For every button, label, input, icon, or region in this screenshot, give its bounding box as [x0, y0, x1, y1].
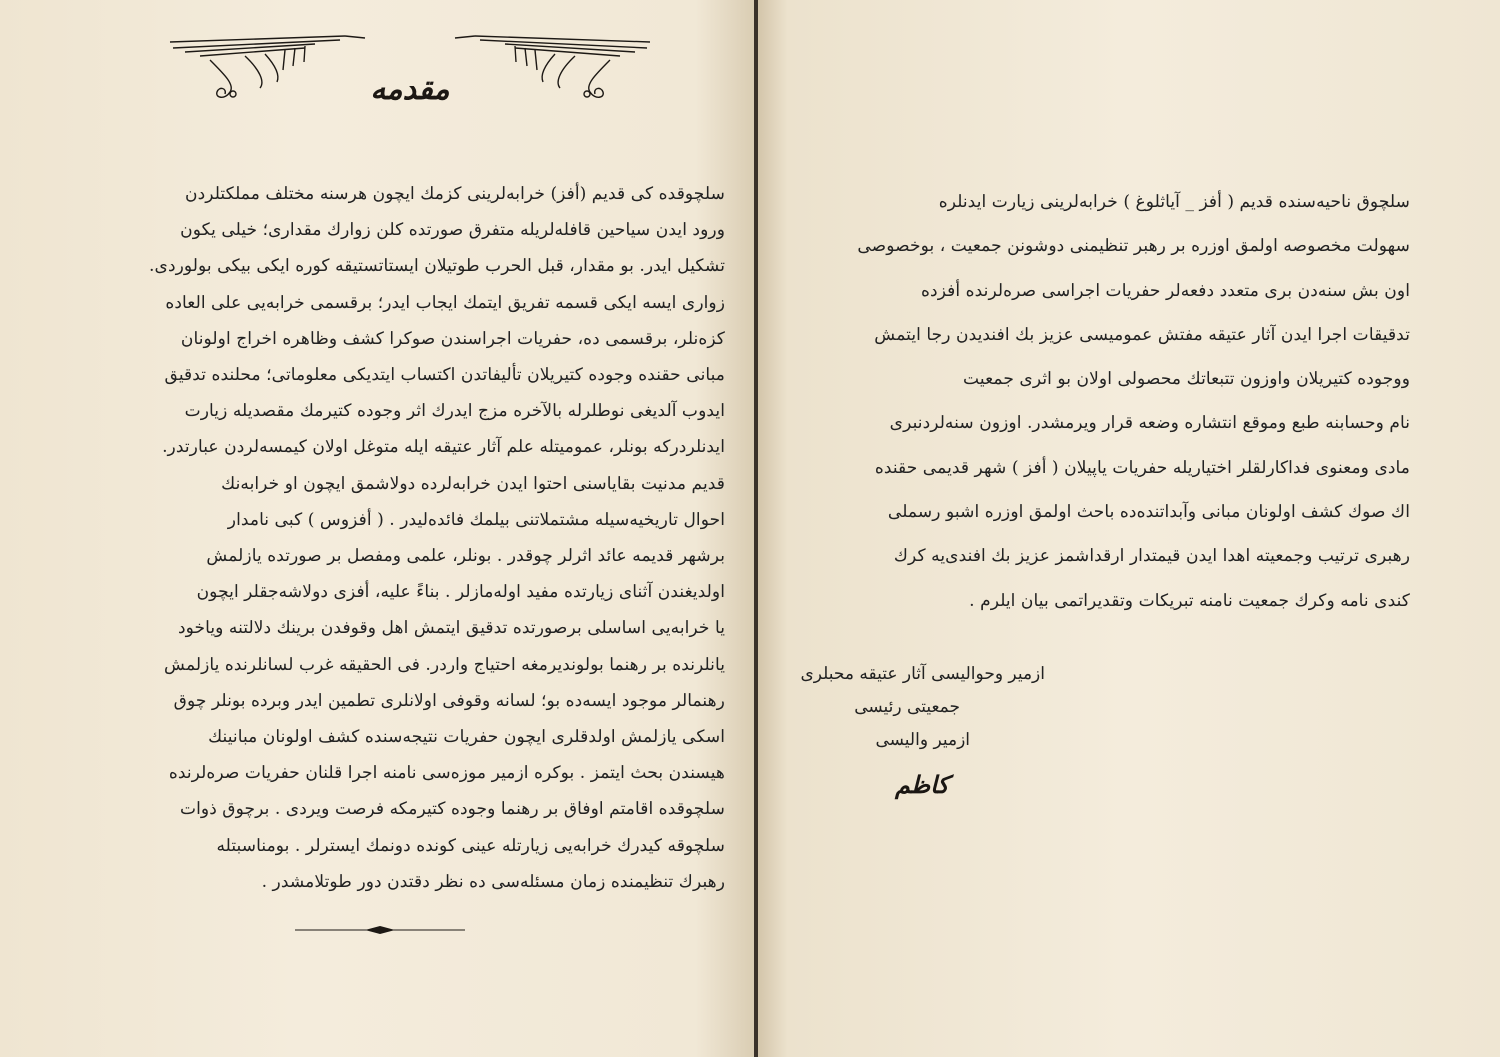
- handwritten-signature: کاظم: [895, 770, 949, 799]
- end-ornament-rule: [295, 923, 465, 937]
- text-line: رهبرك تنظیمنده زمان مسئله‌سی ده نظر دقتدن دور طوتلامشدر .: [261, 871, 725, 892]
- signatory-title: ازمیر والیسی: [875, 730, 970, 750]
- text-line: زواری ایسه ایکی قسمه تفریق ایتمك ایجاب ایدر؛ برقسمی خرابه‌یی علی العاده: [165, 292, 725, 313]
- text-line: ایدنلردرکه بونلر، عمومیتله علم آثار عتیقه ایله متوغل اولان کیمسه‌لردن عبارتدر.: [162, 437, 725, 458]
- text-line: سهولت مخصوصه اولمق اوزره بر رهبر تنظیمنی دوشونن جمعیت ، بوخصوصی: [857, 236, 1410, 257]
- text-line: ایدوب آلدیغی نوطلرله بالآخره مزج ایدرك اثر وجوده کتیرمك مقصدیله زیارت: [184, 401, 725, 422]
- text-line: کندی نامه وکرك جمعیت نامنه تبریکات وتقدیراتمی بیان ایلرم .: [969, 590, 1410, 611]
- page-heading: مقدمه: [370, 72, 450, 107]
- text-line: یا خرابه‌یی اساسلی برصورتده تدقیق ایتمش اهل وقوفدن برینك دلالتنه ویاخود: [177, 618, 725, 639]
- text-line: ورود ایدن سیاحین قافله‌لریله متفرق صورتده کلن زوارك مقداری؛ خیلی یکون: [180, 220, 725, 241]
- text-line: اسکی یازلمش اولدقلری ایچون حفریات نتیجه‌سنده کشف اولونان مبانینك: [208, 727, 725, 748]
- signatory-society: ازمیر وحوالیسی آثار عتیقه محبلری: [800, 664, 1045, 684]
- text-line: ووجوده کتیریلان واوزون تتبعاتك محصولی اولان بو اثری جمعیت: [963, 369, 1410, 390]
- text-line: مادی ومعنوی فداکارلقلر اختیاریله حفریات یاپیلان ( أفز ) شهر قدیمی حقنده: [874, 457, 1410, 478]
- text-line: تدقیقات اجرا ایدن آثار عتیقه مفتش عمومیسی عزیز بك افندیدن رجا ایتمش: [874, 324, 1410, 345]
- text-line: سلچوقده اقامتم اوفاق بر رهنما وجوده کتیرمکه فرصت ویردی . برچوق ذوات: [179, 799, 725, 820]
- right-body-text: [790, 180, 1410, 623]
- text-line: سلچوقده کی قدیم (أفز) خرابه‌لرینی کزمك ایچون هرسنه مختلف مملکتلردن: [184, 184, 725, 204]
- text-line: اك صوك کشف اولونان مبانی وآبداتنده‌ده باحث اولمق اوزره اشبو رسملی: [887, 502, 1410, 523]
- text-line: نام وحسابنه طبع وموقع انتشاره وضعه قرار ویرمشدر. اوزون سنه‌لردنبری: [889, 413, 1410, 434]
- text-line: احوال تاریخیه‌سیله مشتملاتنی بیلمك فائده‌لیدر . ( أفزوس ) کبی نامدار: [227, 509, 725, 530]
- signatory-block: [800, 658, 1045, 757]
- text-line: کزه‌نلر، برقسمی ده، حفریات اجراسندن صوکرا کشف وظاهره اخراج اولونان: [180, 328, 725, 349]
- text-line: سلچوق ناحیه‌سنده قدیم ( أفز _ آیاثلوغ ) خرابه‌لرینی زیارت ایدنلره: [938, 192, 1410, 212]
- text-line: یانلرنده بر رهنما بولوندیرمغه احتیاج واردر. فی الحقیقه غرب لسانلرنده یازلمش: [164, 654, 725, 675]
- text-line: برشهر قدیمه عائد اثرلر چوقدر . بونلر، علمی ومفصل بر صورتده یازلمش: [206, 546, 725, 567]
- text-line: مبانی حقنده وجوده کتیریلان تألیفاتدن اکتساب ایتدیکی معلوماتی؛ محلنده تدقیق: [164, 365, 725, 386]
- text-line: رهبری ترتیب وجمعیته اهدا ایدن قیمتدار ارقداشمز عزیز بك افندی‌یه کرك: [893, 546, 1410, 567]
- text-line: هیسندن بحث ایتمز . بوکره ازمیر موزه‌سی نامنه اجرا قلنان حفریات صره‌لرنده: [168, 763, 725, 784]
- text-line: سلچوقه کیدرك خرابه‌یی زیارتله عینی کونده دونمك ایسترلر . بومناسبتله: [216, 835, 725, 856]
- text-line: قدیم مدنیت بقایاسنی احتوا ایدن خرابه‌لرده دولاشمق ایچون او خرابه‌نك: [221, 473, 725, 494]
- text-line: تشکیل ایدر. بو مقدار، قبل الحرب طوتیلان ایستاتستیقه کوره ایکی بیکی بولوردی.: [149, 256, 725, 277]
- left-body-text: [105, 176, 725, 900]
- text-line: رهنمالر موجود ایسه‌ده بو؛ لسانه وقوفی اولانلری تطمین ایدر وبرده بونلر چوق: [173, 690, 725, 711]
- signatory-role: جمعیتی رئیسی: [854, 697, 960, 717]
- text-line: اولدیغندن آثنای زیارتده مفید اوله‌مازلر . بناءً علیه، أفزی دولاشه‌جقلر ایچون: [196, 582, 725, 603]
- text-line: اون بش سنه‌دن بری متعدد دفعه‌لر حفریات اجراسی صره‌لرنده أفزده: [921, 280, 1410, 301]
